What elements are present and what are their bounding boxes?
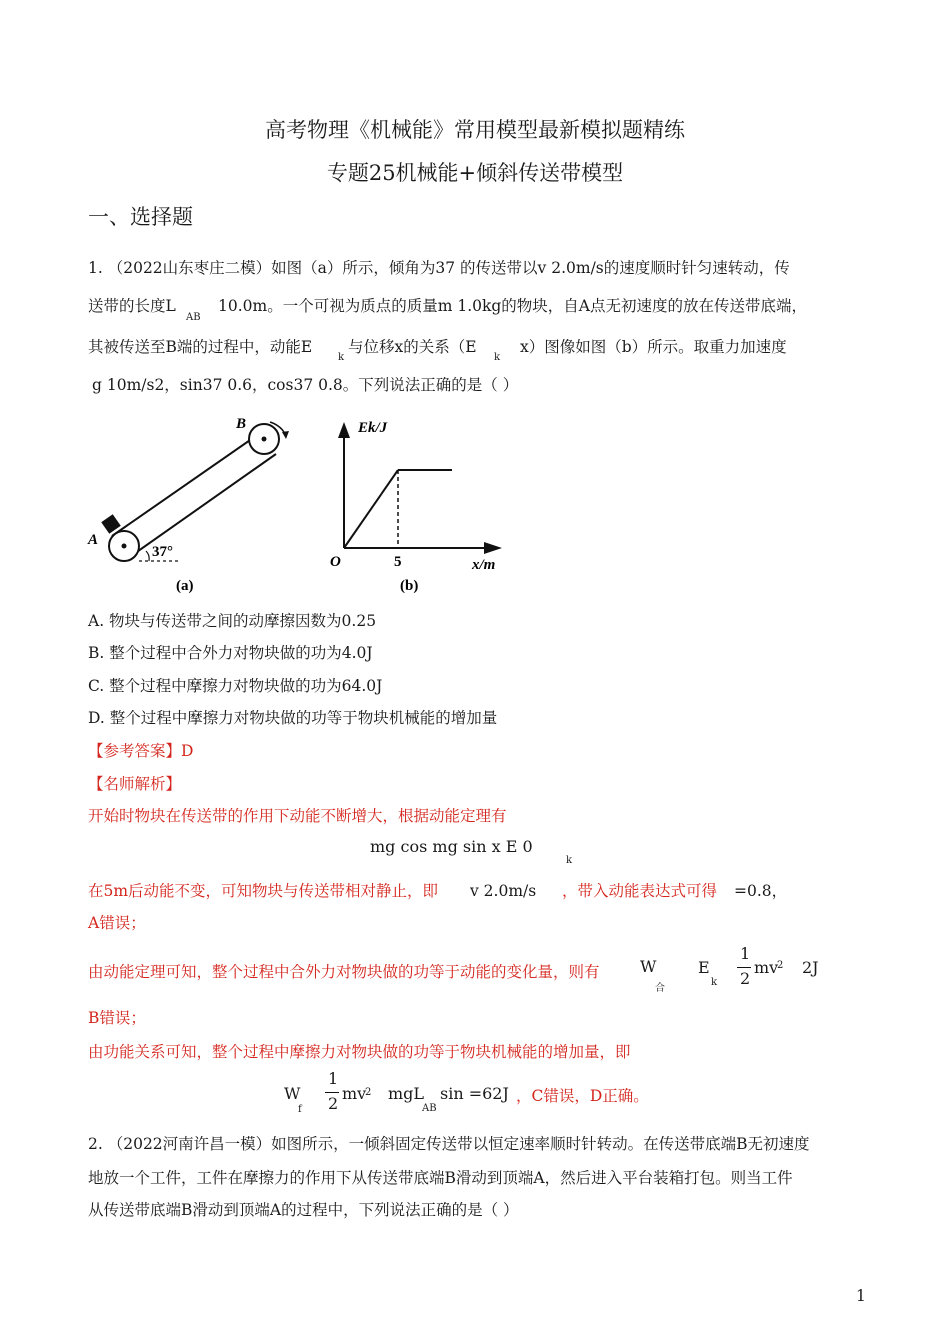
angle-label: 37° [152, 544, 173, 560]
eq3-l-sub: AB [422, 1103, 437, 1114]
label-b: B [236, 416, 247, 432]
label-a: A [88, 532, 99, 548]
page-subtitle: 专题25机械能+倾斜传送带模型 [326, 161, 624, 185]
analysis-label: 【名师解析】 [88, 775, 182, 793]
q1-line-3-sub1: k [338, 352, 345, 363]
answer-label: 【参考答案】D [88, 742, 194, 760]
option-c: C. 整个过程中摩擦力对物块做的功为64.0J [88, 677, 383, 695]
eq3-tail: sin =62J [440, 1084, 509, 1103]
caption-b: (b) [400, 578, 419, 594]
analysis-p1: 开始时物块在传送带的作用下动能不断增大，根据动能定理有 [88, 807, 507, 825]
eq2-sup: 2 [777, 960, 784, 971]
eq3-mgl: mgL [388, 1084, 425, 1103]
xlabel: x/m [472, 557, 496, 573]
analysis-p5: B错误； [88, 1009, 146, 1027]
analysis-p4a: 由动能定理可知，整个过程中合外力对物块做的功等于动能的变化量，则有 [88, 963, 600, 981]
option-b: B. 整个过程中合外力对物块做的功为4.0J [88, 644, 373, 662]
ylabel: Ek/J [358, 420, 388, 436]
q1-line-3-sub2: k [494, 352, 501, 363]
q1-line-3a: 其被传送至B端的过程中，动能E [88, 338, 313, 356]
eq2-fraction-bar [737, 967, 751, 968]
q1-line-3c: x）图像如图（b）所示。取重力加速度 [520, 338, 787, 356]
caption-a: (a) [176, 578, 194, 594]
analysis-p3: A错误； [88, 914, 146, 932]
q1-line-2-sub: AB [186, 312, 201, 323]
q1-line-1: 1. （2022山东枣庄二模）如图（a）所示，倾角为37 的传送带以v 2.0m/s的速度顺时针匀速转动，传 [88, 259, 790, 277]
eq3-num: 1 [328, 1069, 339, 1088]
q2-line-1: 2. （2022河南许昌一模）如图所示，一倾斜固定传送带以恒定速率顺时针转动。在传送带底端B无初速度 [88, 1135, 810, 1153]
option-d: D. 整个过程中摩擦力对物块做的功等于物块机械能的增加量 [88, 709, 498, 727]
q2-line-3: 从传送带底端B滑动到顶端A的过程中，下列说法正确的是（ ） [88, 1201, 519, 1219]
analysis-p2-mid: v 2.0m/s [470, 882, 537, 900]
analysis-p2a: 在5m后动能不变，可知物块与传送带相对静止，即 [88, 882, 439, 900]
origin-label: O [330, 554, 341, 570]
q1-line-3b: 与位移x的关系（E [348, 338, 477, 356]
eq2-result: 2J [802, 958, 819, 977]
eq3-sup: 2 [365, 1087, 372, 1098]
q1-line-4: g 10m/s2，sin37 0.6，cos37 0.8。下列说法正确的是（ ） [92, 376, 519, 394]
eq2-w: W [640, 957, 657, 976]
eq3-mv: mv [342, 1084, 367, 1103]
q1-line-2a: 送带的长度L [88, 297, 176, 315]
figure-a-incline [84, 408, 304, 598]
xtick-5: 5 [394, 554, 402, 570]
section-heading: 一、选择题 [88, 205, 193, 229]
option-a: A. 物块与传送带之间的动摩擦因数为0.25 [88, 612, 377, 630]
eq2-den: 2 [740, 969, 751, 988]
equation-1: mg cos mg sin x E 0 [370, 837, 533, 856]
eq2-e-sub: k [711, 977, 718, 988]
page-title: 高考物理《机械能》常用模型最新模拟题精练 [265, 118, 685, 142]
rising-segment [344, 470, 398, 548]
eq3-w: W [284, 1084, 301, 1103]
eq3-den: 2 [328, 1094, 339, 1113]
eq2-e: E [698, 958, 710, 977]
q1-line-2b: 10.0m。一个可视为质点的质量m 1.0kg的物块，自A点无初速度的放在传送带底端， [218, 297, 807, 315]
page-number: 1 [856, 1287, 866, 1305]
figure-b-graph [320, 408, 520, 598]
eq3-fraction-bar [325, 1092, 339, 1093]
eq2-mv: mv [754, 958, 779, 977]
eq3-w-sub: f [298, 1104, 302, 1115]
q2-line-2: 地放一个工件，工件在摩擦力的作用下从传送带底端B滑动到顶端A，然后进入平台装箱打包。则当工件 [88, 1169, 793, 1187]
eq3-conclusion: ，C错误，D正确。 [516, 1087, 649, 1105]
analysis-p2b: ，带入动能表达式可得 [562, 882, 718, 900]
analysis-p6: 由功能关系可知，整个过程中摩擦力对物块做的功等于物块机械能的增加量，即 [88, 1043, 631, 1061]
equation-1-sub: k [566, 855, 573, 866]
eq2-w-sub: 合 [655, 983, 665, 994]
analysis-p2-val: =0.8， [734, 882, 788, 900]
eq2-num: 1 [740, 944, 751, 963]
